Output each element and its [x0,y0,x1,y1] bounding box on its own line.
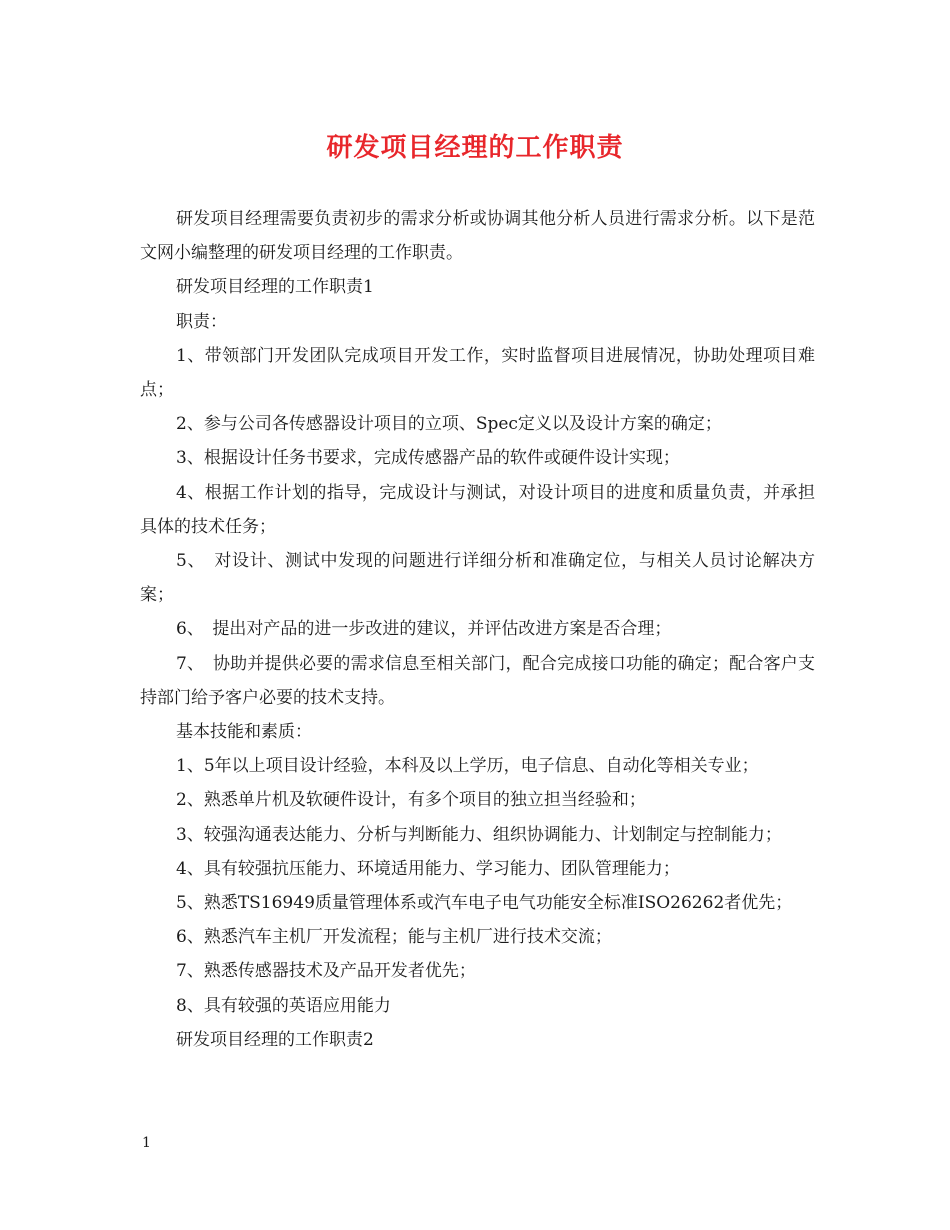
duty-item: 3、根据设计任务书要求，完成传感器产品的软件或硬件设计实现； [176,448,680,469]
duty-item: 2、参与公司各传感器设计项目的立项、Spec定义以及设计方案的确定； [176,414,722,435]
skills-label: 基本技能和素质： [176,722,312,743]
section-heading-1: 研发项目经理的工作职责1 [176,277,374,298]
duty-item: 7、 协助并提供必要的需求信息至相关部门，配合完成接口功能的确定；配合客户支持部门给予客户必要的技术支持。 [140,653,815,708]
section-heading-2: 研发项目经理的工作职责2 [176,1029,374,1050]
intro-paragraph: 研发项目经理需要负责初步的需求分析或协调其他分析人员进行需求分析。以下是范文网小编整理的研发项目经理的工作职责。 [140,209,815,264]
page-number: 1 [142,1135,151,1151]
duty-item: 5、 对设计、测试中发现的问题进行详细分析和准确定位，与相关人员讨论解决方案； [140,551,815,606]
skill-item: 2、熟悉单片机及软硬件设计，有多个项目的独立担当经验和； [176,790,646,811]
document-body [140,202,815,1057]
duty-item: 1、带领部门开发团队完成项目开发工作，实时监督项目进展情况，协助处理项目难点； [140,345,815,401]
duties-label: 职责： [176,311,227,332]
duty-item: 4、根据工作计划的指导，完成设计与测试，对设计项目的进度和质量负责，并承担具体的技术任务； [140,482,815,537]
skill-item: 7、熟悉传感器技术及产品开发者优先； [176,961,476,982]
skill-item: 5、熟悉TS16949质量管理体系或汽车电子电气功能安全标准ISO26262者优先； [176,893,793,914]
document-title: 研发项目经理的工作职责 [326,133,624,163]
duty-item: 6、 提出对产品的进一步改进的建议，并评估改进方案是否合理； [176,619,672,640]
skill-item: 8、具有较强的英语应用能力 [176,995,391,1016]
skill-item: 3、较强沟通表达能力、分析与判断能力、组织协调能力、计划制定与控制能力； [176,824,782,845]
skill-item: 1、5年以上项目设计经验，本科及以上学历，电子信息、自动化等相关专业； [176,756,759,777]
skill-item: 4、具有较强抗压能力、环境适用能力、学习能力、团队管理能力； [176,858,680,879]
skill-item: 6、熟悉汽车主机厂开发流程；能与主机厂进行技术交流； [176,927,612,948]
